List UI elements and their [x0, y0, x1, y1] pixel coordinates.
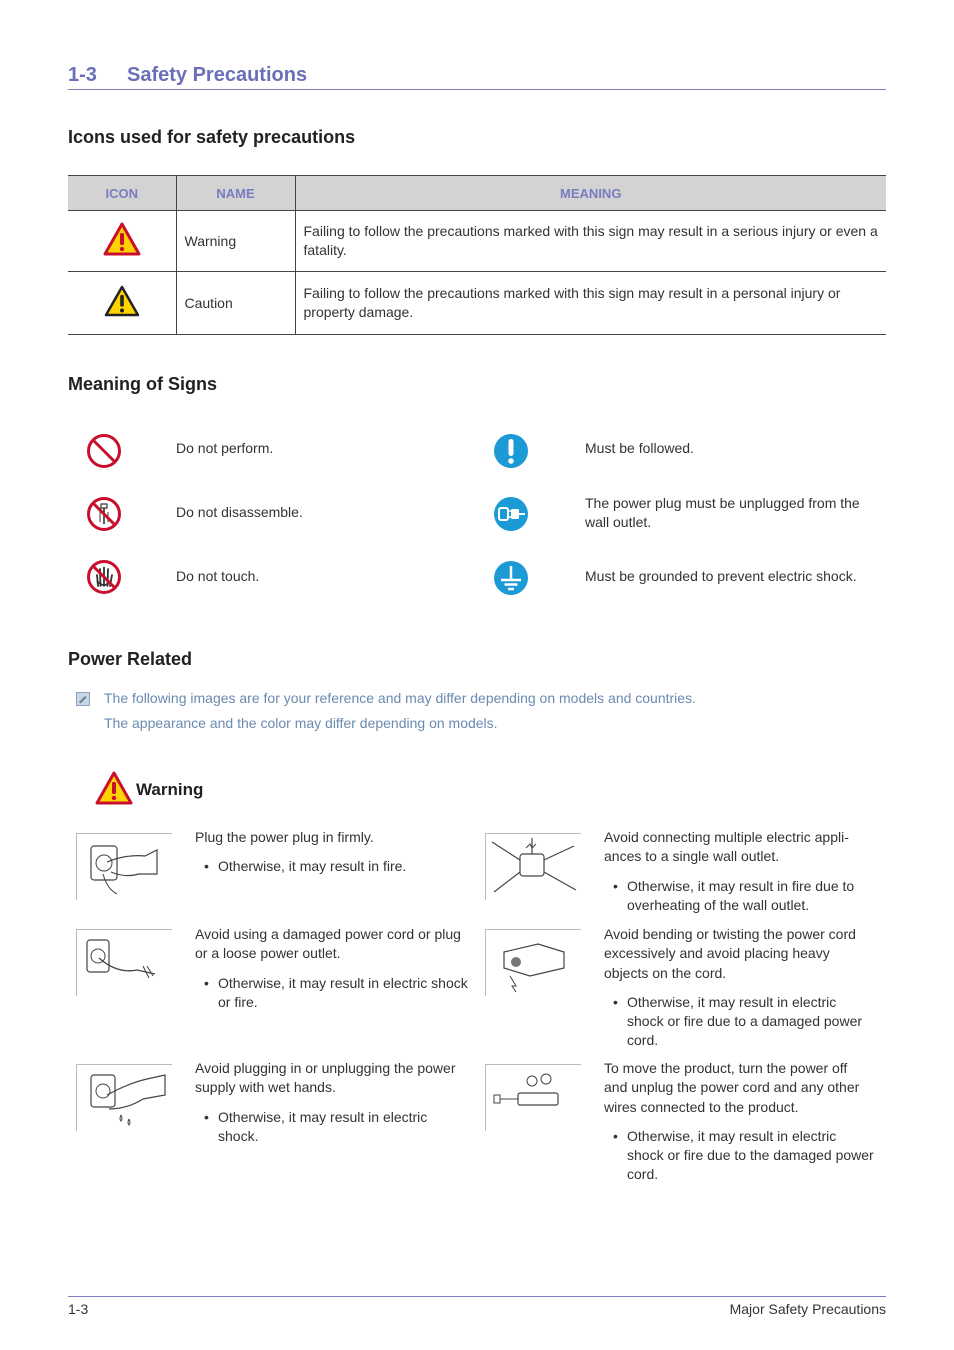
- warning-item-text: Avoid using a damaged power cord or plug or a loose power outlet.: [195, 926, 461, 962]
- warning-item: [604, 828, 874, 915]
- wet-hands-image: [76, 1064, 172, 1131]
- warning-item-text: To move the product, turn the power off and unplug the power cord and any other wires connected to the product.: [604, 1060, 860, 1115]
- col-header-icon: ICON: [68, 176, 176, 211]
- warning-item: [195, 828, 470, 877]
- warning-item-bullet: • Otherwise, it may result in fire due to overheating of the wall outlet.: [604, 877, 874, 916]
- sign-text: Do not touch.: [176, 568, 260, 584]
- table-row: [68, 272, 886, 335]
- warning-icon-cell: [68, 211, 176, 272]
- warning-item-bullet: • Otherwise, it may result in electric shock or fire due to the damaged power cord.: [604, 1127, 874, 1185]
- section-number: 1-3: [68, 64, 97, 86]
- power-heading: Power Related: [68, 649, 193, 669]
- row-name: Caution: [176, 272, 295, 335]
- warning-item: [195, 925, 470, 1012]
- note-text: The appearance and the color may differ depending on models.: [104, 715, 498, 731]
- no-disassemble-icon: [86, 496, 122, 532]
- warning-item-bullet: • Otherwise, it may result in electric shock or fire due to a damaged power cord.: [604, 993, 874, 1051]
- unplug-icon: [493, 496, 529, 532]
- plug-firmly-image: [76, 833, 172, 900]
- warning-triangle-icon: [103, 222, 141, 256]
- warning-item-text: Avoid bending or twisting the power cord excessively and avoid placing heavy objects on the cord.: [604, 926, 856, 981]
- signs-heading: Meaning of Signs: [68, 374, 218, 394]
- warning-item-text: Avoid plugging in or unplugging the power supply with wet hands.: [195, 1060, 456, 1096]
- icons-heading: Icons used for safety precautions: [68, 127, 356, 147]
- sign-text: The power plug must be unplugged from the wall outlet.: [585, 495, 860, 530]
- note-icon: [76, 692, 90, 706]
- row-meaning: Failing to follow the precautions marked with this sign may result in a serious injury or even a fatality.: [295, 211, 886, 272]
- warning-item: [195, 1059, 470, 1146]
- col-header-meaning: MEANING: [295, 176, 886, 211]
- sign-text: Must be grounded to prevent electric shock.: [585, 568, 857, 584]
- multiple-outlets-image: [485, 833, 581, 900]
- row-meaning: Failing to follow the precautions marked with this sign may result in a personal injury or property damage.: [295, 272, 886, 335]
- move-product-image: [485, 1064, 581, 1131]
- warning-triangle-icon: [95, 771, 133, 805]
- warning-item-text: Plug the power plug in firmly.: [195, 829, 374, 845]
- section-title-text: Safety Precautions: [127, 64, 308, 86]
- caution-icon-cell: [68, 272, 176, 335]
- warning-item-bullet: • Otherwise, it may result in electric shock or fire.: [195, 974, 470, 1013]
- sign-text: Must be followed.: [585, 440, 694, 456]
- row-name: Warning: [176, 211, 295, 272]
- prohibited-icon: [86, 433, 122, 469]
- must-follow-icon: [493, 433, 529, 469]
- ground-icon: [493, 560, 529, 596]
- warning-item-bullet: • Otherwise, it may result in electric shock.: [195, 1108, 470, 1147]
- icons-table: [68, 175, 886, 335]
- section-title: [68, 62, 886, 90]
- caution-triangle-icon: [104, 285, 140, 317]
- warning-item-bullet: • Otherwise, it may result in fire.: [195, 857, 470, 876]
- warning-label: Warning: [136, 780, 204, 799]
- footer-divider: [68, 1296, 886, 1297]
- col-header-name: NAME: [176, 176, 295, 211]
- warning-item: [604, 1059, 874, 1185]
- sign-text: Do not perform.: [176, 440, 274, 456]
- warning-item-text: Avoid connecting multiple electric appli-ances to a single wall outlet.: [604, 829, 849, 865]
- table-row: [68, 211, 886, 272]
- note-text: The following images are for your reference and may differ depending on models and countries.: [104, 690, 696, 706]
- sign-text: Do not disassemble.: [176, 504, 303, 520]
- footer-title: Major Safety Precautions: [729, 1301, 886, 1317]
- damaged-cord-image: [76, 929, 172, 996]
- footer-page-number: 1-3: [68, 1301, 89, 1317]
- warning-item: [604, 925, 874, 1051]
- heavy-object-image: [485, 929, 581, 996]
- no-touch-icon: [86, 559, 122, 595]
